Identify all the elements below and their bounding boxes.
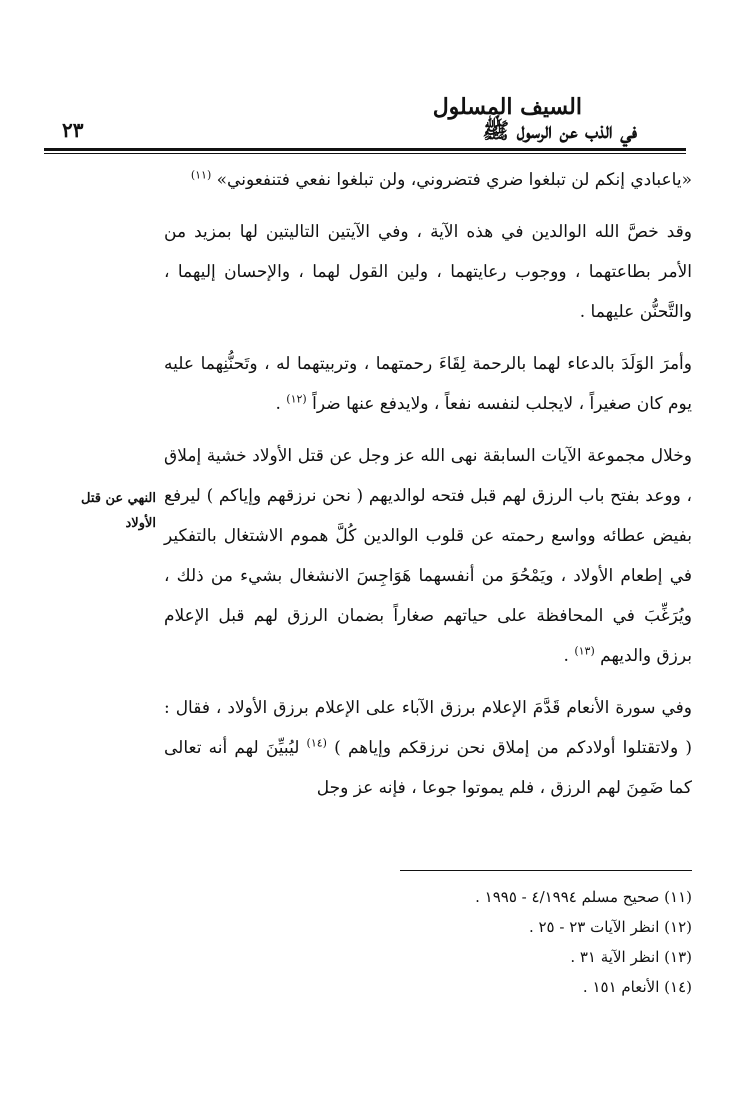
footnote-ref-11: (١١) (190, 168, 212, 182)
paragraph-2: وقد خصَّ الله الوالدين في هذه الآية ، وفي الآيتين التاليتين لها بمزيد من الأمر بطاعتهما ، ووجوب رعايتهما ، ولين القول لهما ، والإحسان إليهما ، والتَّحنُّن عليهما . (164, 222, 692, 322)
paragraph-1 (164, 160, 692, 200)
paragraph-5-continuation: ليُبيِّنَ لهم أنه تعالى كما ضَمِنَ لهم الرزق ، فلم يموتوا جوعا ، فإنه عز وجل (164, 738, 692, 798)
header-title-line2: في الذب عن الرسول ﷺ (482, 118, 637, 144)
paragraph-3 (164, 344, 692, 424)
header-title-line1: السيف المسلول (432, 94, 582, 120)
header-rule-thin (44, 153, 686, 154)
paragraph-4-text: وخلال مجموعة الآيات السابقة نهى الله عز وجل عن قتل الأولاد خشية إملاق ، ووعد بفتح باب الرزق لهم قبل فتحه لوالديهم ( نحن نرزقهم وإياكم ) ليرفع بفيض عطائه وواسع رحمته عن قلوب الوالدين كُلَّ هموم الاشتغال بالتفكير في إطعام الأولاد ، ويَمْحُوَ من أنفسهما هَوَاجِسَ الانشغال بشيء من ذلك ، ويُرَغِّبَ في المحافظة على حياتهم صغاراً بضمان الرزق لهم قبل الإعلام برزق والديهم (164, 446, 692, 666)
margin-note-line1: النهي عن قتل (80, 491, 156, 506)
footnote-separator (400, 870, 692, 871)
paragraph-5-text: وفي سورة الأنعام قَدَّمَ الإعلام برزق الآباء على الإعلام برزق الأولاد ، فقال : ( ولاتقتلوا أولادكم من إملاق نحن نرزقكم وإياهم ) (164, 698, 692, 758)
margin-note (34, 486, 156, 536)
header-rule-thick (44, 148, 686, 151)
footnote-12: (١٢) انظر الآيات ٢٣ - ٢٥ . (528, 918, 692, 936)
footnotes (300, 882, 692, 1002)
page-number: ٢٣ (62, 118, 84, 142)
footnote-ref-14: (١٤) (306, 736, 327, 750)
paragraph-4-end: . (563, 646, 569, 666)
footnote-14: (١٤) الأنعام ١٥١ . (582, 978, 692, 996)
footnote-ref-12: (١٢) (286, 392, 307, 406)
footnote-11: (١١) صحيح مسلم ٤/١٩٩٤ - ١٩٩٥ . (475, 888, 692, 906)
paragraph-4 (164, 436, 692, 676)
running-header-title (237, 95, 637, 143)
footnote-13: (١٣) انظر الآية ٣١ . (570, 948, 692, 966)
paragraph-3-text: وأمرَ الوَلَدَ بالدعاء لهما بالرحمة لِقَاءَ رحمتهما ، وتربيتهما له ، وتَحنُّنِهما عليه يوم كان صغيراً ، لايجلب لنفسه نفعاً ، ولايدفع عنها ضراً (164, 354, 692, 414)
main-text (164, 160, 692, 808)
margin-note-line2: الأولاد (125, 516, 156, 531)
paragraph-1-text: «ياعبادي إنكم لن تبلغوا ضري فتضروني، ولن تبلغوا نفعي فتنفعوني» (216, 170, 692, 190)
footnote-ref-13: (١٣) (574, 644, 595, 658)
paragraph-5 (164, 688, 692, 808)
paragraph-3-end: . (275, 394, 281, 414)
